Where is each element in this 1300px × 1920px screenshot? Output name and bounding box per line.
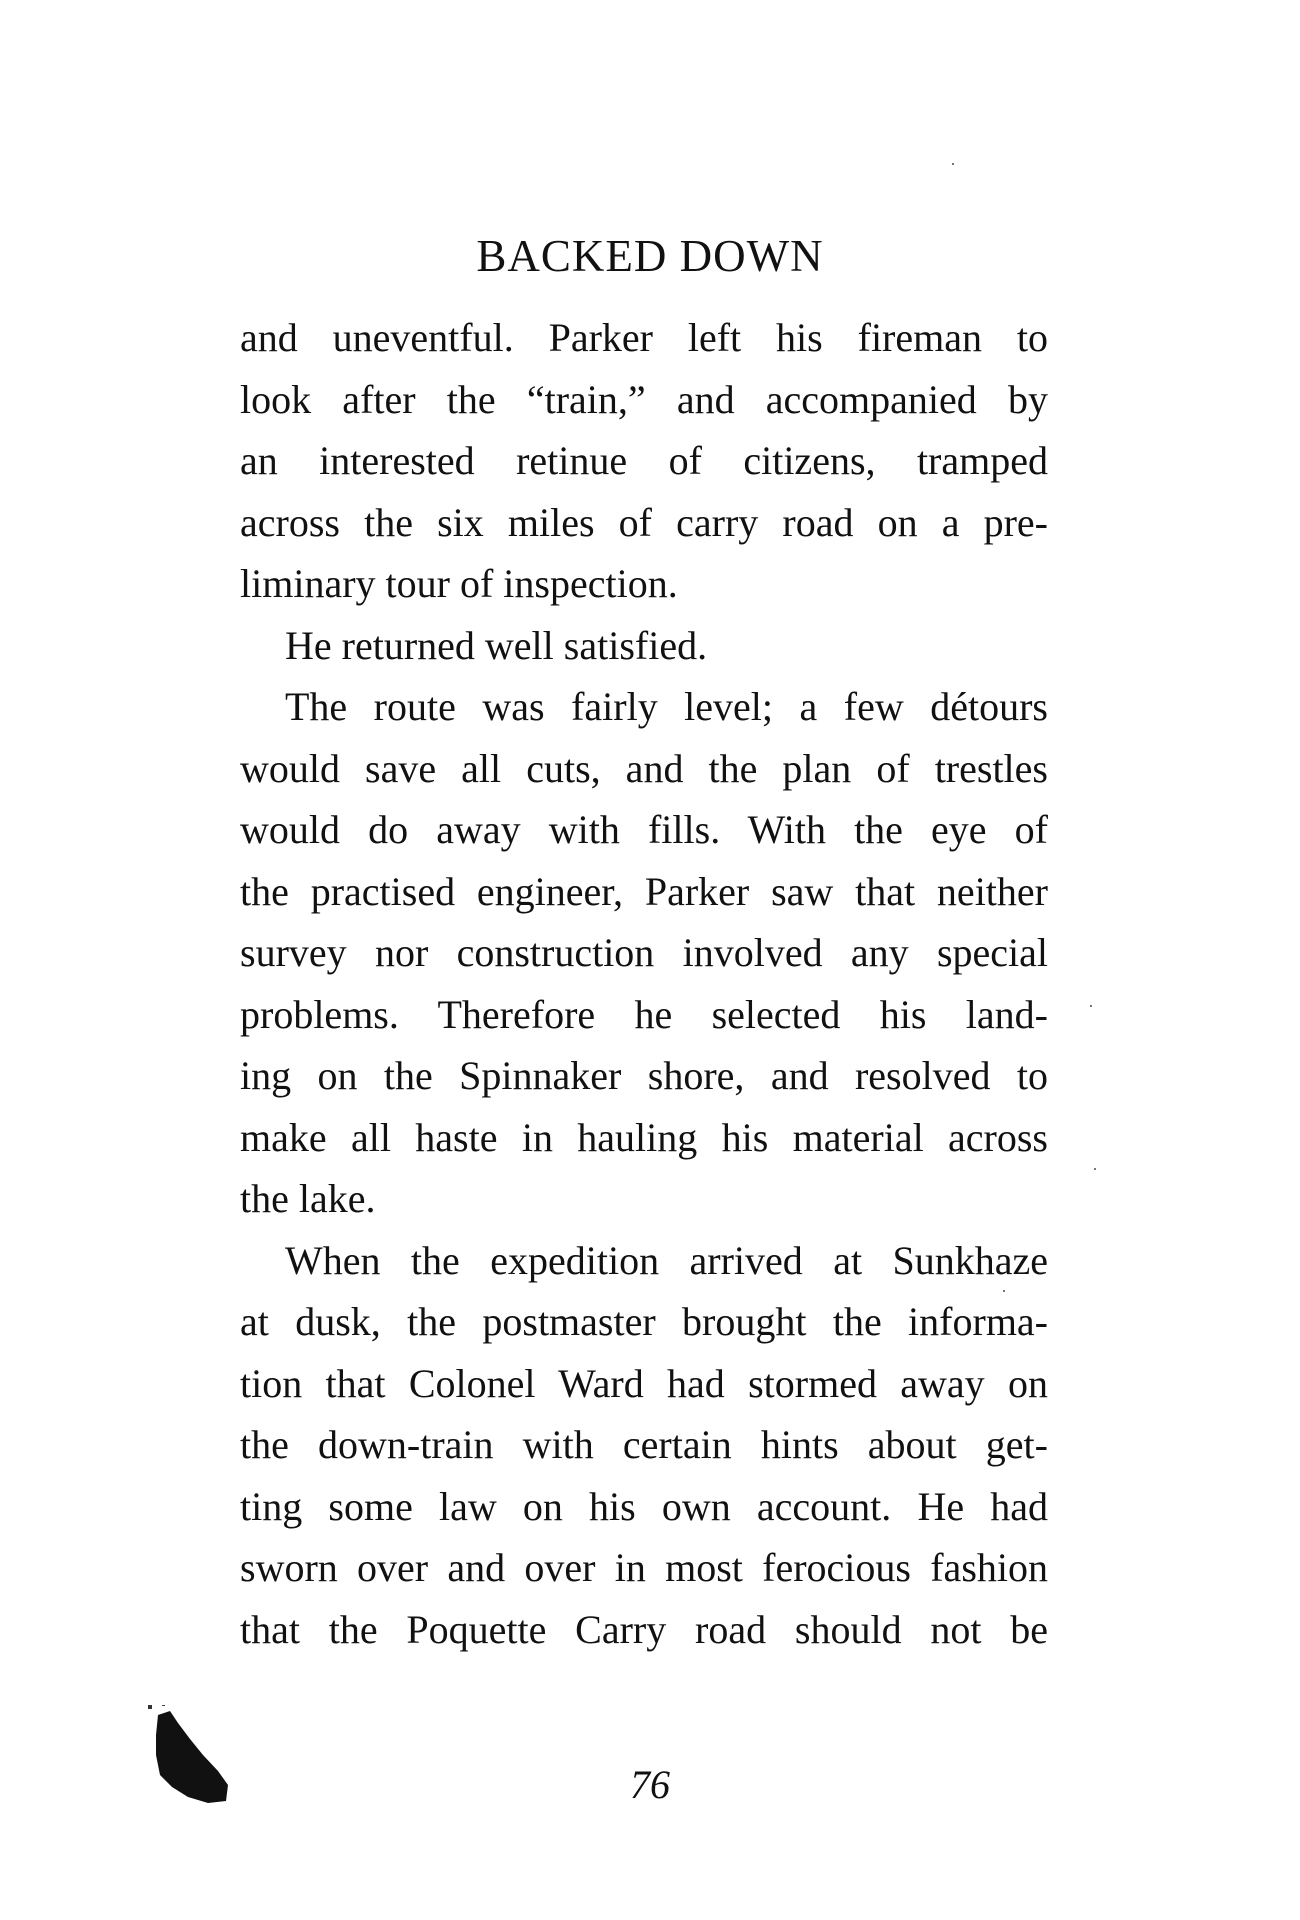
page-number: 76: [630, 1762, 670, 1807]
speck: [1094, 1168, 1096, 1170]
text-line: When the expedition arrived at Sunkhaze: [285, 1237, 1048, 1283]
text-line: the down-train with certain hints about get-: [240, 1422, 1048, 1467]
text-line: look after the “train,” and accompanied by: [240, 376, 1048, 422]
text-line: survey nor construction involved any special: [240, 930, 1048, 975]
paragraph-2: [240, 615, 1048, 677]
text-line: would save all cuts, and the plan of trestles: [240, 745, 1048, 791]
speck: [952, 163, 954, 165]
speck: [1090, 1005, 1092, 1007]
text-line: ting some law on his own account. He had: [240, 1483, 1048, 1529]
text-line: make all haste in hauling his material across: [240, 1114, 1048, 1160]
paragraph-3: [240, 676, 1048, 1230]
text-line: that the Poquette Carry road should not be: [240, 1606, 1048, 1652]
text-line: across the six miles of carry road on a pre-: [240, 499, 1048, 545]
body-text: [240, 307, 1048, 1660]
paragraph-4: [240, 1230, 1048, 1661]
text-line: and uneventful. Parker left his fireman to: [240, 315, 1048, 360]
text-line: at dusk, the postmaster brought the informa-: [240, 1299, 1048, 1344]
text-line: problems. Therefore he selected his land-: [240, 991, 1048, 1037]
text-line: the practised engineer, Parker saw that neither: [240, 868, 1048, 914]
running-head: BACKED DOWN: [476, 231, 824, 281]
text-line: The route was fairly level; a few détours: [285, 684, 1048, 729]
speck: [1003, 1290, 1005, 1292]
text-line: liminary tour of inspection.: [240, 561, 678, 606]
text-line: the lake.: [240, 1176, 376, 1221]
text-line: would do away with fills. With the eye of: [240, 807, 1048, 852]
text-line: sworn over and over in most ferocious fashion: [240, 1545, 1048, 1590]
text-line: He returned well satisfied.: [285, 622, 708, 668]
text-line: an interested retinue of citizens, tramped: [240, 438, 1048, 483]
text-line: tion that Colonel Ward had stormed away on: [240, 1360, 1048, 1406]
text-line: ing on the Spinnaker shore, and resolved to: [240, 1053, 1048, 1098]
paragraph-1: [240, 307, 1048, 615]
